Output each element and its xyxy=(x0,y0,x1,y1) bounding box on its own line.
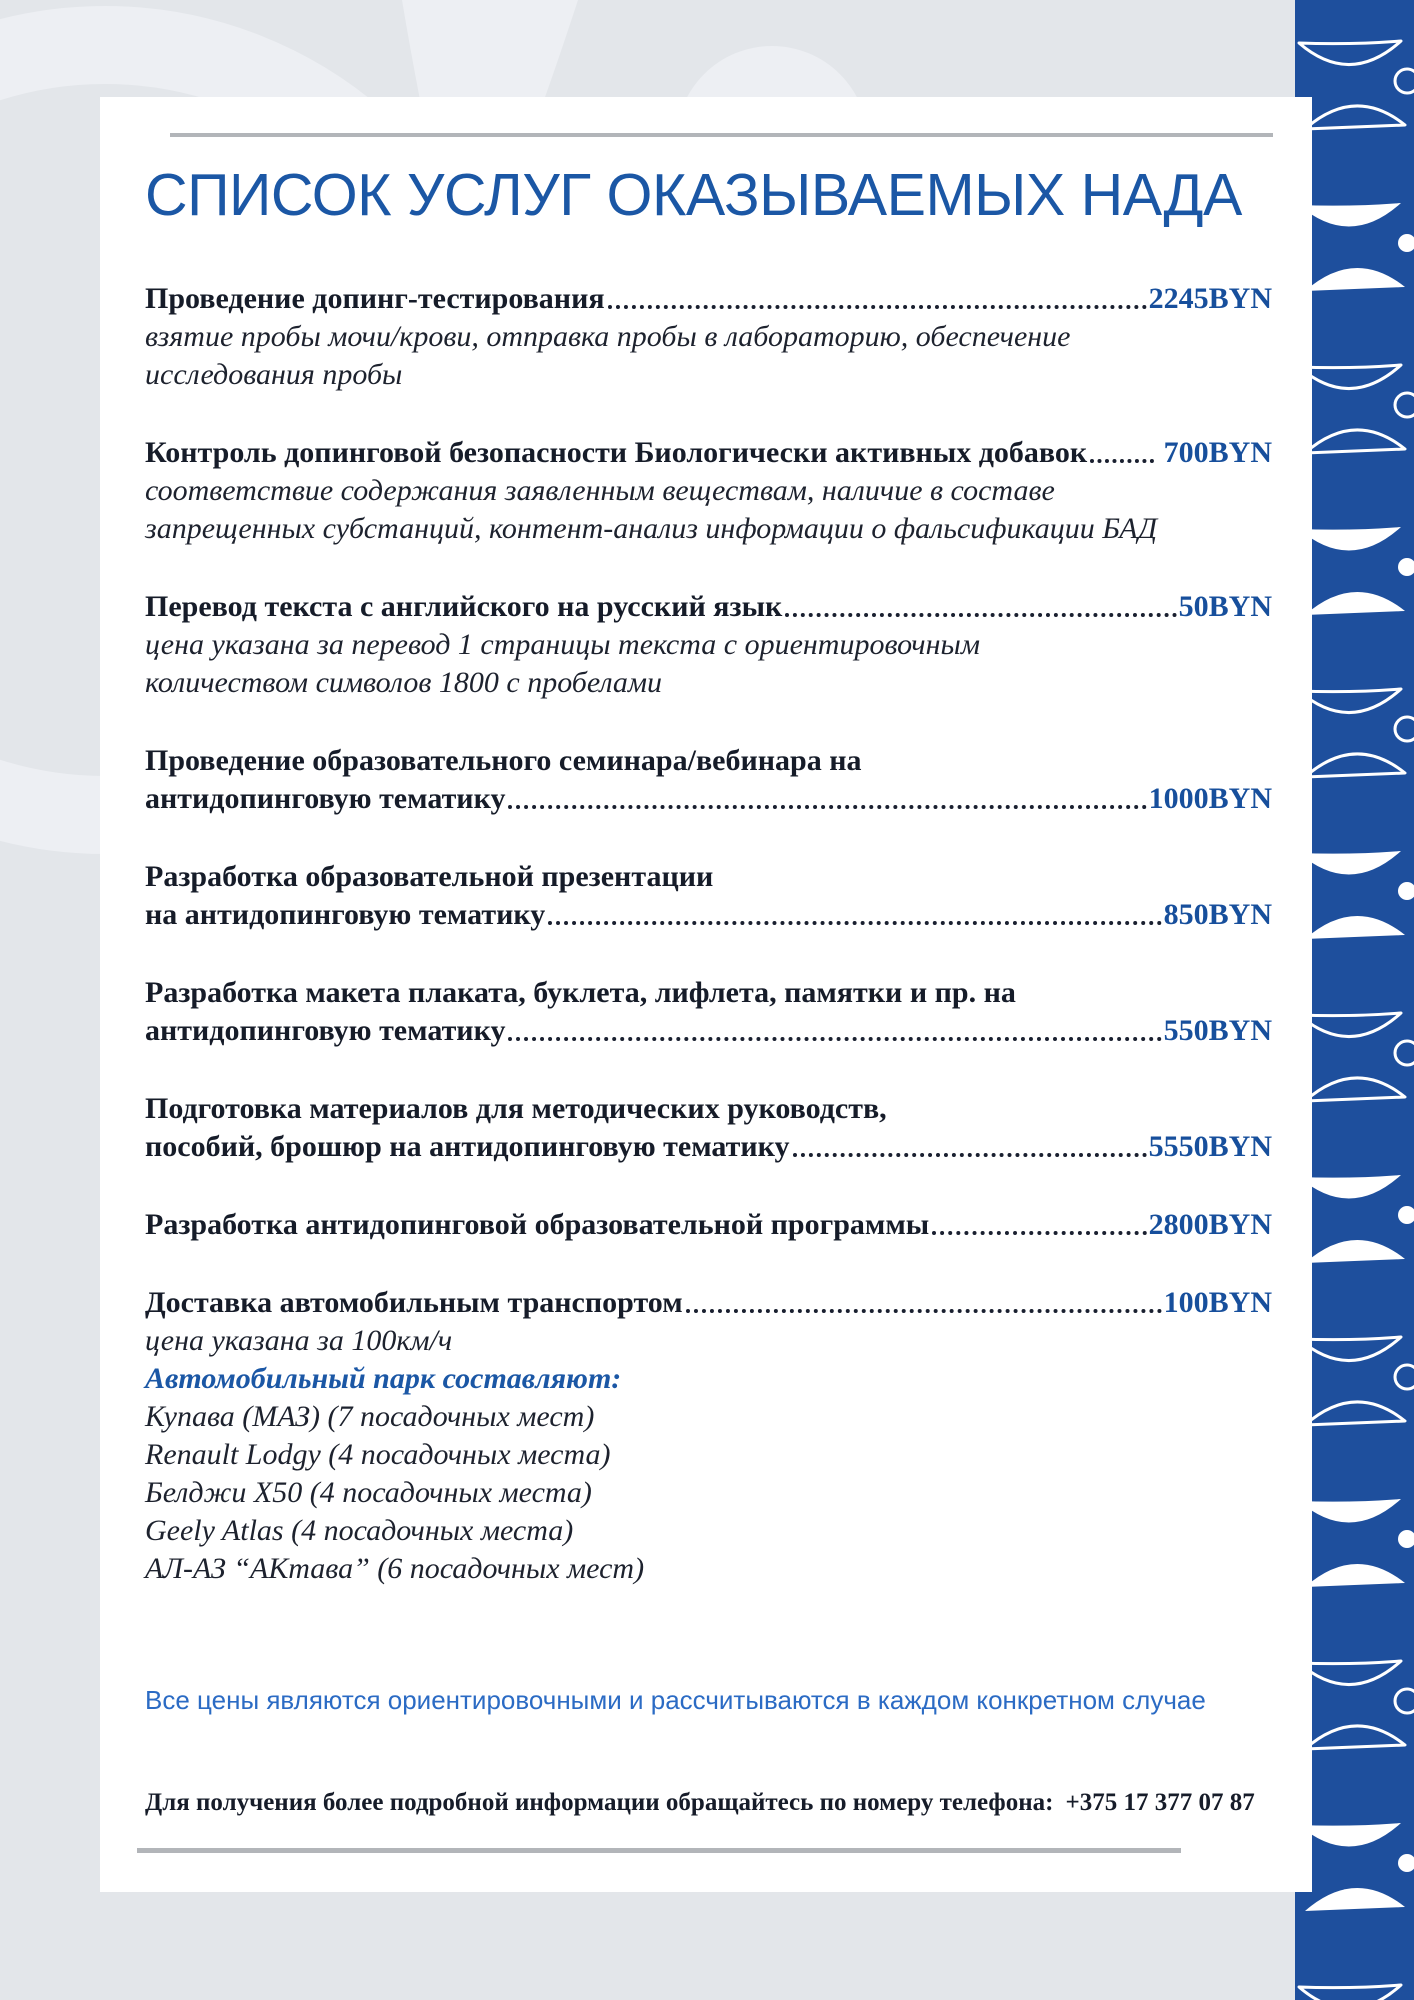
service-title-line xyxy=(145,280,1272,318)
service-description: запрещенных субстанций, контент-анализ информации о фальсификации БАД xyxy=(145,512,1158,545)
service-item xyxy=(145,1090,1272,1166)
side-ornament-band xyxy=(1295,0,1414,2000)
dots-leader xyxy=(508,805,1146,809)
fleet-label: Автомобильный парк составляют: xyxy=(145,1362,622,1395)
service-title-line xyxy=(145,858,1272,896)
service-title: на антидопинговую тематику xyxy=(145,898,546,931)
service-title-line xyxy=(145,742,1272,780)
service-description: цена указана за перевод 1 страницы текста с ориентировочным xyxy=(145,628,980,661)
dots-leader xyxy=(932,1231,1146,1235)
service-price: 1000BYN xyxy=(1148,782,1272,815)
pricing-note: Все цены являются ориентировочными и рассчитываются в каждом конкретном случае xyxy=(145,1685,1206,1715)
service-price: 550BYN xyxy=(1163,1014,1272,1047)
service-item xyxy=(145,280,1272,394)
service-description: количеством символов 1800 с пробелами xyxy=(145,666,663,699)
service-title: Контроль допинговой безопасности Биологически активных добавок xyxy=(145,436,1088,469)
contact-phone: +375 17 377 07 87 xyxy=(1065,1789,1255,1816)
service-title: Разработка макета плаката, буклета, лифлета, памятки и пр. на xyxy=(145,976,1016,1009)
service-item xyxy=(145,974,1272,1050)
page-title: СПИСОК УСЛУГ ОКАЗЫВАЕМЫХ НАДА xyxy=(145,162,1242,228)
service-title: Проведение образовательного семинара/вебинара на xyxy=(145,744,862,777)
service-title-line xyxy=(145,1090,1272,1128)
service-title-line xyxy=(145,588,1272,626)
service-title-line xyxy=(145,434,1272,472)
service-description: цена указана за 100км/ч xyxy=(145,1324,453,1357)
fleet-item: АЛ-АЗ “АКтава” (6 посадочных мест) xyxy=(145,1552,645,1585)
service-title: Перевод текста с английского на русский язык xyxy=(145,590,783,623)
service-title-line xyxy=(145,780,1272,818)
service-price: 2800BYN xyxy=(1148,1208,1272,1241)
service-description: соответствие содержания заявленным веществам, наличие в составе xyxy=(145,474,1055,507)
service-price: 2245BYN xyxy=(1148,282,1272,315)
dots-leader xyxy=(793,1153,1147,1157)
service-title: Разработка антидопинговой образовательной программы xyxy=(145,1208,930,1241)
dots-leader xyxy=(785,613,1176,617)
service-description: взятие пробы мочи/крови, отправка пробы в лабораторию, обеспечение xyxy=(145,320,1071,353)
service-title: пособий, брошюр на антидопинговую тематику xyxy=(145,1130,790,1163)
fleet-item: Renault Lodgy (4 посадочных места) xyxy=(145,1438,611,1471)
contact-line xyxy=(145,1789,1255,1817)
service-price: 700BYN xyxy=(1156,436,1272,469)
service-title-line xyxy=(145,1128,1272,1166)
service-title: антидопинговую тематику xyxy=(145,1014,506,1047)
bottom-divider xyxy=(137,1848,1181,1853)
dots-leader xyxy=(608,305,1147,309)
service-price: 50BYN xyxy=(1178,590,1272,623)
dots-leader xyxy=(1090,459,1154,463)
service-title: Разработка образовательной презентации xyxy=(145,860,714,893)
service-price: 5550BYN xyxy=(1148,1130,1272,1163)
contact-label: Для получения более подробной информации обращайтесь по номеру телефона: xyxy=(145,1789,1054,1816)
service-title-line xyxy=(145,1284,1272,1322)
service-title-line xyxy=(145,1206,1272,1244)
dots-leader xyxy=(686,1309,1162,1313)
watermark-band xyxy=(402,0,578,100)
service-item xyxy=(145,742,1272,818)
fleet-item: Geely Atlas (4 посадочных места) xyxy=(145,1514,574,1547)
service-item xyxy=(145,858,1272,934)
service-title: Подготовка материалов для методических руководств, xyxy=(145,1092,887,1125)
service-item xyxy=(145,434,1272,548)
service-price: 850BYN xyxy=(1163,898,1272,931)
service-title-line xyxy=(145,1012,1272,1050)
dots-leader xyxy=(548,921,1161,925)
service-item xyxy=(145,588,1272,702)
service-description: исследования пробы xyxy=(145,358,403,391)
service-item xyxy=(145,1206,1272,1244)
service-title: антидопинговую тематику xyxy=(145,782,506,815)
service-title: Доставка автомобильным транспортом xyxy=(145,1286,683,1319)
service-title-line xyxy=(145,974,1272,1012)
dots-leader xyxy=(508,1037,1161,1041)
content-card xyxy=(100,97,1312,1892)
service-title-line xyxy=(145,896,1272,934)
service-title: Проведение допинг-тестирования xyxy=(145,282,605,315)
service-list xyxy=(145,280,1272,1628)
service-item xyxy=(145,1284,1272,1588)
service-price: 100BYN xyxy=(1163,1286,1272,1319)
fleet-item: Купава (МАЗ) (7 посадочных мест) xyxy=(145,1400,595,1433)
fleet-item: Белджи X50 (4 посадочных места) xyxy=(145,1476,592,1509)
top-divider xyxy=(170,133,1273,137)
